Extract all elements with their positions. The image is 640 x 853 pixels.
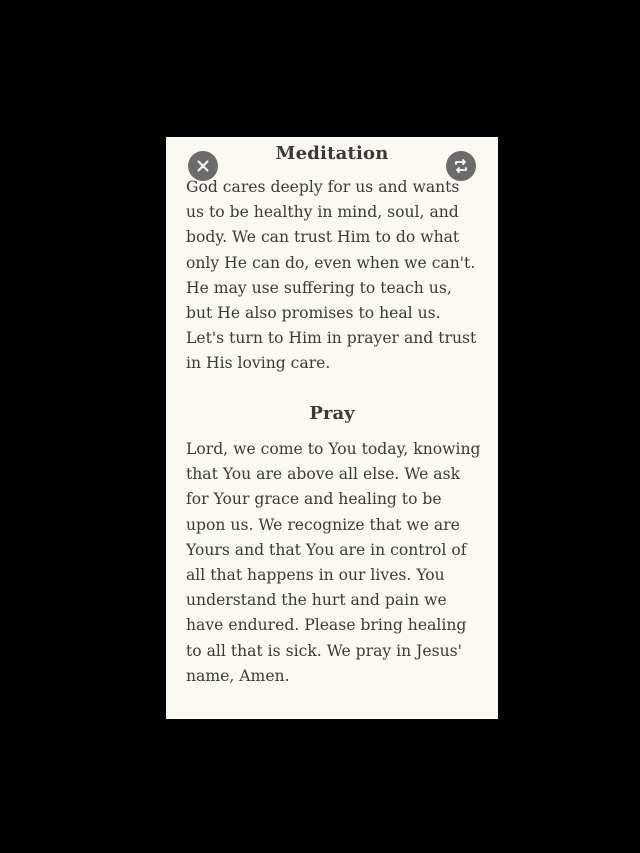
pray-text: Lord, we come to You today, knowing that You are above all else. We ask for Your grace and healing to be upon us. We recognize that we are Yours and that You are in control of all that happens in our lives. You understand the hurt and pain we have endured. Please bring healing to all that is sick. We pray in Jesus' name, Amen. [186, 440, 481, 685]
devotional-card [166, 137, 498, 719]
meditation-title: Meditation [275, 143, 389, 164]
pray-title: Pray [309, 403, 355, 424]
meditation-text: God cares deeply for us and wants us to be healthy in mind, soul, and body. We can trust Him to do what only He can do, even when we can't. He may use suffering to teach us, but He also promises to heal us. Let's turn to Him in prayer and trust in His loving care. [186, 178, 477, 373]
share-icon [453, 158, 469, 174]
